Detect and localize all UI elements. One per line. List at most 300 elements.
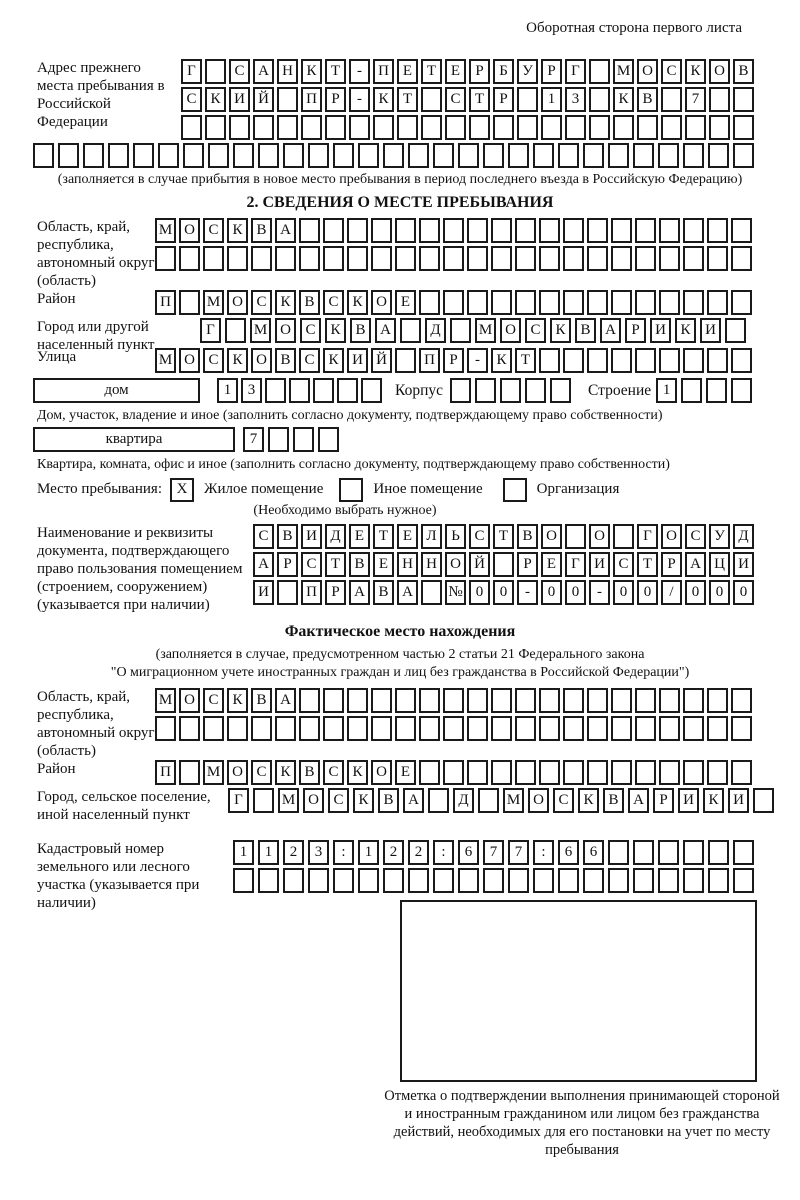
char-cell-empty[interactable] [299, 716, 320, 741]
char-cell-filled[interactable]: Т [469, 87, 490, 112]
char-cell-empty[interactable] [658, 840, 679, 865]
char-cell-empty[interactable] [733, 840, 754, 865]
char-cell-empty[interactable] [635, 290, 656, 315]
char-cell-filled[interactable]: Ь [445, 524, 466, 549]
char-cell-filled[interactable]: В [251, 688, 272, 713]
char-cell-empty[interactable] [587, 218, 608, 243]
char-cell-filled[interactable]: 1 [233, 840, 254, 865]
char-cell-empty[interactable] [659, 348, 680, 373]
char-cell-empty[interactable] [539, 290, 560, 315]
char-cell-filled[interactable]: Е [397, 524, 418, 549]
char-cell-filled[interactable]: И [229, 87, 250, 112]
char-cell-empty[interactable] [493, 552, 514, 577]
char-cell-filled[interactable]: О [709, 59, 730, 84]
char-cell-filled[interactable]: Т [515, 348, 536, 373]
char-cell-filled[interactable]: К [227, 218, 248, 243]
char-cell-empty[interactable] [707, 348, 728, 373]
char-cell-filled[interactable]: А [275, 688, 296, 713]
char-cell-empty[interactable] [539, 760, 560, 785]
char-cell-filled[interactable]: К [301, 59, 322, 84]
char-cell-empty[interactable] [611, 246, 632, 271]
char-cell-empty[interactable] [371, 246, 392, 271]
char-cell-empty[interactable] [563, 688, 584, 713]
char-cell-empty[interactable] [293, 427, 314, 452]
char-cell-filled[interactable]: М [250, 318, 271, 343]
char-cell-filled[interactable]: С [525, 318, 546, 343]
char-cell-empty[interactable] [253, 115, 274, 140]
char-cell-filled[interactable]: В [251, 218, 272, 243]
char-cell-empty[interactable] [707, 760, 728, 785]
char-cell-filled[interactable]: К [353, 788, 374, 813]
char-cell-empty[interactable] [268, 427, 289, 452]
char-cell-empty[interactable] [361, 378, 382, 403]
char-cell-filled[interactable]: С [203, 688, 224, 713]
char-cell-empty[interactable] [661, 87, 682, 112]
char-cell-empty[interactable] [533, 868, 554, 893]
char-cell-empty[interactable] [483, 143, 504, 168]
char-cell-empty[interactable] [637, 115, 658, 140]
char-cell-filled[interactable]: О [179, 688, 200, 713]
char-cell-filled[interactable]: С [300, 318, 321, 343]
char-cell-empty[interactable] [433, 868, 454, 893]
char-cell-filled[interactable]: И [728, 788, 749, 813]
char-cell-filled[interactable]: В [373, 580, 394, 605]
char-cell-filled[interactable]: К [325, 318, 346, 343]
char-cell-filled[interactable]: В [378, 788, 399, 813]
char-cell-filled[interactable]: О [589, 524, 610, 549]
char-cell-filled[interactable]: : [333, 840, 354, 865]
char-cell-filled[interactable]: 1 [258, 840, 279, 865]
char-cell-filled[interactable]: О [637, 59, 658, 84]
char-cell-filled[interactable]: К [275, 760, 296, 785]
char-cell-empty[interactable] [635, 688, 656, 713]
char-cell-empty[interactable] [275, 246, 296, 271]
char-cell-filled[interactable]: К [703, 788, 724, 813]
char-cell-empty[interactable] [709, 87, 730, 112]
char-cell-filled[interactable]: Т [397, 87, 418, 112]
char-cell-empty[interactable] [707, 716, 728, 741]
char-cell-empty[interactable] [421, 87, 442, 112]
char-cell-empty[interactable] [659, 688, 680, 713]
char-cell-empty[interactable] [445, 115, 466, 140]
char-cell-empty[interactable] [563, 760, 584, 785]
char-cell-filled[interactable]: Н [421, 552, 442, 577]
char-cell-filled[interactable]: М [203, 760, 224, 785]
char-cell-empty[interactable] [587, 246, 608, 271]
char-cell-empty[interactable] [203, 716, 224, 741]
char-cell-empty[interactable] [478, 788, 499, 813]
char-cell-empty[interactable] [533, 143, 554, 168]
char-cell-empty[interactable] [337, 378, 358, 403]
char-cell-empty[interactable] [258, 868, 279, 893]
char-cell-empty[interactable] [589, 87, 610, 112]
char-cell-empty[interactable] [683, 840, 704, 865]
char-cell-empty[interactable] [683, 143, 704, 168]
char-cell-empty[interactable] [683, 688, 704, 713]
char-cell-empty[interactable] [635, 218, 656, 243]
char-cell-filled[interactable]: П [301, 580, 322, 605]
char-cell-empty[interactable] [611, 716, 632, 741]
char-cell-empty[interactable] [419, 246, 440, 271]
char-cell-empty[interactable] [587, 716, 608, 741]
char-cell-filled[interactable]: 0 [493, 580, 514, 605]
char-cell-filled[interactable]: О [445, 552, 466, 577]
char-cell-filled[interactable]: К [685, 59, 706, 84]
char-cell-filled[interactable]: Т [421, 59, 442, 84]
char-cell-empty[interactable] [373, 115, 394, 140]
char-cell-empty[interactable] [706, 378, 727, 403]
char-cell-empty[interactable] [707, 290, 728, 315]
char-cell-filled[interactable]: А [685, 552, 706, 577]
char-cell-filled[interactable]: К [675, 318, 696, 343]
char-cell-filled[interactable]: 0 [637, 580, 658, 605]
char-cell-filled[interactable]: Т [325, 552, 346, 577]
char-cell-filled[interactable]: П [301, 87, 322, 112]
char-cell-filled[interactable]: Р [325, 87, 346, 112]
char-cell-filled[interactable]: И [253, 580, 274, 605]
char-cell-empty[interactable] [525, 378, 546, 403]
char-cell-filled[interactable]: Р [661, 552, 682, 577]
char-cell-filled[interactable]: С [323, 290, 344, 315]
char-cell-empty[interactable] [633, 868, 654, 893]
char-cell-empty[interactable] [517, 87, 538, 112]
char-cell-empty[interactable] [685, 115, 706, 140]
char-cell-empty[interactable] [323, 246, 344, 271]
char-cell-filled[interactable]: О [179, 218, 200, 243]
char-cell-filled[interactable]: - [349, 87, 370, 112]
char-cell-filled[interactable]: О [528, 788, 549, 813]
char-cell-filled[interactable]: 6 [583, 840, 604, 865]
char-cell-empty[interactable] [443, 760, 464, 785]
char-cell-empty[interactable] [587, 760, 608, 785]
char-cell-filled[interactable]: С [613, 552, 634, 577]
char-cell-filled[interactable]: О [251, 348, 272, 373]
char-cell-empty[interactable] [277, 87, 298, 112]
char-cell-filled[interactable]: К [227, 688, 248, 713]
char-cell-empty[interactable] [325, 115, 346, 140]
char-cell-empty[interactable] [371, 688, 392, 713]
char-cell-empty[interactable] [83, 143, 104, 168]
char-cell-filled[interactable]: С [203, 218, 224, 243]
char-cell-empty[interactable] [371, 218, 392, 243]
char-cell-filled[interactable]: 7 [483, 840, 504, 865]
char-cell-filled[interactable]: И [700, 318, 721, 343]
char-cell-empty[interactable] [467, 716, 488, 741]
char-cell-empty[interactable] [265, 378, 286, 403]
char-cell-empty[interactable] [659, 290, 680, 315]
char-cell-filled[interactable]: А [628, 788, 649, 813]
char-cell-filled[interactable]: 2 [383, 840, 404, 865]
char-cell-empty[interactable] [681, 378, 702, 403]
char-cell-filled[interactable]: Ц [709, 552, 730, 577]
char-cell-empty[interactable] [733, 868, 754, 893]
char-cell-empty[interactable] [683, 290, 704, 315]
char-cell-empty[interactable] [323, 716, 344, 741]
char-cell-filled[interactable]: М [155, 688, 176, 713]
char-cell-filled[interactable]: 3 [241, 378, 262, 403]
char-cell-empty[interactable] [205, 115, 226, 140]
char-cell-filled[interactable]: 3 [565, 87, 586, 112]
stay-type-checkbox-other[interactable] [339, 478, 363, 502]
char-cell-empty[interactable] [277, 580, 298, 605]
char-cell-empty[interactable] [395, 246, 416, 271]
char-cell-filled[interactable]: 1 [217, 378, 238, 403]
char-cell-filled[interactable]: 3 [308, 840, 329, 865]
char-cell-filled[interactable]: О [303, 788, 324, 813]
char-cell-empty[interactable] [725, 318, 746, 343]
char-cell-empty[interactable] [515, 218, 536, 243]
char-cell-empty[interactable] [408, 868, 429, 893]
char-cell-filled[interactable]: - [349, 59, 370, 84]
char-cell-empty[interactable] [225, 318, 246, 343]
char-cell-filled[interactable]: О [227, 290, 248, 315]
char-cell-filled[interactable]: Д [325, 524, 346, 549]
char-cell-filled[interactable]: О [371, 290, 392, 315]
char-cell-filled[interactable]: С [181, 87, 202, 112]
char-cell-filled[interactable]: С [299, 348, 320, 373]
char-cell-filled[interactable]: И [589, 552, 610, 577]
char-cell-empty[interactable] [515, 290, 536, 315]
char-cell-filled[interactable]: А [253, 59, 274, 84]
char-cell-filled[interactable]: И [347, 348, 368, 373]
char-cell-empty[interactable] [683, 348, 704, 373]
char-cell-empty[interactable] [443, 246, 464, 271]
char-cell-filled[interactable]: Г [637, 524, 658, 549]
char-cell-filled[interactable]: 1 [358, 840, 379, 865]
char-cell-empty[interactable] [733, 143, 754, 168]
char-cell-filled[interactable]: Е [395, 760, 416, 785]
char-cell-empty[interactable] [683, 246, 704, 271]
char-cell-empty[interactable] [753, 788, 774, 813]
char-cell-empty[interactable] [563, 290, 584, 315]
char-cell-empty[interactable] [550, 378, 571, 403]
char-cell-filled[interactable]: 0 [709, 580, 730, 605]
char-cell-filled[interactable]: В [349, 552, 370, 577]
char-cell-empty[interactable] [635, 760, 656, 785]
char-cell-empty[interactable] [108, 143, 129, 168]
char-cell-filled[interactable]: Е [445, 59, 466, 84]
char-cell-filled[interactable]: 0 [733, 580, 754, 605]
char-cell-empty[interactable] [155, 246, 176, 271]
char-cell-empty[interactable] [541, 115, 562, 140]
char-cell-filled[interactable]: В [637, 87, 658, 112]
char-cell-empty[interactable] [258, 143, 279, 168]
char-cell-empty[interactable] [683, 868, 704, 893]
char-cell-filled[interactable]: В [575, 318, 596, 343]
char-cell-empty[interactable] [349, 115, 370, 140]
char-cell-filled[interactable]: 6 [558, 840, 579, 865]
char-cell-empty[interactable] [491, 716, 512, 741]
char-cell-filled[interactable]: И [650, 318, 671, 343]
char-cell-filled[interactable]: - [467, 348, 488, 373]
char-cell-empty[interactable] [227, 246, 248, 271]
char-cell-filled[interactable]: 1 [656, 378, 677, 403]
char-cell-filled[interactable]: П [373, 59, 394, 84]
stay-type-checkbox-residential[interactable]: X [170, 478, 194, 502]
char-cell-filled[interactable]: С [251, 290, 272, 315]
char-cell-empty[interactable] [283, 868, 304, 893]
char-cell-filled[interactable]: В [517, 524, 538, 549]
char-cell-empty[interactable] [443, 290, 464, 315]
char-cell-filled[interactable]: С [229, 59, 250, 84]
char-cell-filled[interactable]: С [203, 348, 224, 373]
char-cell-filled[interactable]: Г [565, 552, 586, 577]
char-cell-empty[interactable] [587, 688, 608, 713]
char-cell-filled[interactable]: С [323, 760, 344, 785]
char-cell-empty[interactable] [683, 218, 704, 243]
char-cell-filled[interactable]: Й [253, 87, 274, 112]
char-cell-empty[interactable] [395, 348, 416, 373]
char-cell-empty[interactable] [467, 688, 488, 713]
char-cell-empty[interactable] [731, 246, 752, 271]
char-cell-filled[interactable]: М [475, 318, 496, 343]
char-cell-empty[interactable] [539, 218, 560, 243]
char-cell-empty[interactable] [229, 115, 250, 140]
char-cell-filled[interactable]: В [733, 59, 754, 84]
char-cell-filled[interactable]: Д [453, 788, 474, 813]
char-cell-empty[interactable] [517, 115, 538, 140]
char-cell-filled[interactable]: Г [200, 318, 221, 343]
char-cell-empty[interactable] [491, 688, 512, 713]
char-cell-empty[interactable] [707, 218, 728, 243]
char-cell-filled[interactable]: А [375, 318, 396, 343]
char-cell-empty[interactable] [233, 143, 254, 168]
char-cell-filled[interactable]: М [155, 348, 176, 373]
char-cell-filled[interactable]: Й [469, 552, 490, 577]
char-cell-empty[interactable] [708, 143, 729, 168]
char-cell-empty[interactable] [731, 760, 752, 785]
char-cell-empty[interactable] [731, 378, 752, 403]
char-cell-empty[interactable] [179, 290, 200, 315]
char-cell-filled[interactable]: С [251, 760, 272, 785]
char-cell-filled[interactable]: С [661, 59, 682, 84]
char-cell-filled[interactable]: Д [425, 318, 446, 343]
char-cell-filled[interactable]: О [179, 348, 200, 373]
char-cell-empty[interactable] [433, 143, 454, 168]
char-cell-empty[interactable] [203, 246, 224, 271]
char-cell-empty[interactable] [731, 688, 752, 713]
char-cell-empty[interactable] [467, 246, 488, 271]
char-cell-empty[interactable] [611, 760, 632, 785]
char-cell-empty[interactable] [658, 143, 679, 168]
char-cell-filled[interactable]: К [347, 760, 368, 785]
char-cell-filled[interactable]: 0 [613, 580, 634, 605]
char-cell-filled[interactable]: В [277, 524, 298, 549]
char-cell-filled[interactable]: Л [421, 524, 442, 549]
char-cell-filled[interactable]: К [613, 87, 634, 112]
char-cell-empty[interactable] [633, 143, 654, 168]
char-cell-empty[interactable] [179, 760, 200, 785]
char-cell-empty[interactable] [491, 760, 512, 785]
char-cell-filled[interactable]: И [733, 552, 754, 577]
char-cell-empty[interactable] [635, 246, 656, 271]
char-cell-empty[interactable] [611, 290, 632, 315]
char-cell-empty[interactable] [708, 868, 729, 893]
char-cell-empty[interactable] [183, 143, 204, 168]
char-cell-filled[interactable]: А [253, 552, 274, 577]
char-cell-empty[interactable] [251, 716, 272, 741]
char-cell-filled[interactable]: Р [277, 552, 298, 577]
char-cell-empty[interactable] [299, 246, 320, 271]
char-cell-filled[interactable]: А [349, 580, 370, 605]
char-cell-empty[interactable] [661, 115, 682, 140]
char-cell-empty[interactable] [709, 115, 730, 140]
char-cell-filled[interactable]: Е [397, 59, 418, 84]
char-cell-empty[interactable] [371, 716, 392, 741]
char-cell-filled[interactable]: Б [493, 59, 514, 84]
char-cell-filled[interactable]: 6 [458, 840, 479, 865]
char-cell-filled[interactable]: К [275, 290, 296, 315]
char-cell-filled[interactable]: К [323, 348, 344, 373]
char-cell-empty[interactable] [179, 246, 200, 271]
char-cell-empty[interactable] [683, 716, 704, 741]
char-cell-filled[interactable]: Р [493, 87, 514, 112]
char-cell-filled[interactable]: 1 [541, 87, 562, 112]
char-cell-empty[interactable] [318, 427, 339, 452]
char-cell-filled[interactable]: № [445, 580, 466, 605]
char-cell-empty[interactable] [733, 115, 754, 140]
char-cell-filled[interactable]: С [253, 524, 274, 549]
char-cell-filled[interactable]: Е [373, 552, 394, 577]
char-cell-filled[interactable]: 0 [541, 580, 562, 605]
char-cell-filled[interactable]: И [301, 524, 322, 549]
char-cell-empty[interactable] [515, 716, 536, 741]
char-cell-empty[interactable] [333, 868, 354, 893]
char-cell-filled[interactable]: П [419, 348, 440, 373]
char-cell-filled[interactable]: 7 [685, 87, 706, 112]
char-cell-empty[interactable] [707, 688, 728, 713]
char-cell-filled[interactable]: О [500, 318, 521, 343]
char-cell-filled[interactable]: 2 [283, 840, 304, 865]
char-cell-filled[interactable]: К [227, 348, 248, 373]
char-cell-filled[interactable]: С [469, 524, 490, 549]
char-cell-empty[interactable] [558, 868, 579, 893]
char-cell-empty[interactable] [233, 868, 254, 893]
char-cell-empty[interactable] [421, 115, 442, 140]
char-cell-filled[interactable]: М [503, 788, 524, 813]
char-cell-empty[interactable] [731, 218, 752, 243]
char-cell-empty[interactable] [419, 716, 440, 741]
char-cell-empty[interactable] [539, 246, 560, 271]
char-cell-empty[interactable] [133, 143, 154, 168]
char-cell-filled[interactable]: О [227, 760, 248, 785]
char-cell-empty[interactable] [208, 143, 229, 168]
char-cell-empty[interactable] [419, 290, 440, 315]
char-cell-empty[interactable] [608, 868, 629, 893]
char-cell-empty[interactable] [611, 348, 632, 373]
char-cell-filled[interactable]: М [278, 788, 299, 813]
char-cell-filled[interactable]: - [589, 580, 610, 605]
char-cell-empty[interactable] [491, 218, 512, 243]
char-cell-empty[interactable] [333, 143, 354, 168]
char-cell-empty[interactable] [408, 143, 429, 168]
char-cell-empty[interactable] [58, 143, 79, 168]
char-cell-filled[interactable]: Й [371, 348, 392, 373]
char-cell-empty[interactable] [508, 868, 529, 893]
char-cell-filled[interactable]: 0 [685, 580, 706, 605]
char-cell-empty[interactable] [227, 716, 248, 741]
char-cell-empty[interactable] [608, 143, 629, 168]
char-cell-filled[interactable]: М [203, 290, 224, 315]
char-cell-empty[interactable] [251, 246, 272, 271]
char-cell-empty[interactable] [443, 218, 464, 243]
char-cell-empty[interactable] [419, 688, 440, 713]
char-cell-empty[interactable] [483, 868, 504, 893]
char-cell-filled[interactable]: : [433, 840, 454, 865]
char-cell-empty[interactable] [659, 716, 680, 741]
char-cell-filled[interactable]: : [533, 840, 554, 865]
char-cell-empty[interactable] [587, 290, 608, 315]
